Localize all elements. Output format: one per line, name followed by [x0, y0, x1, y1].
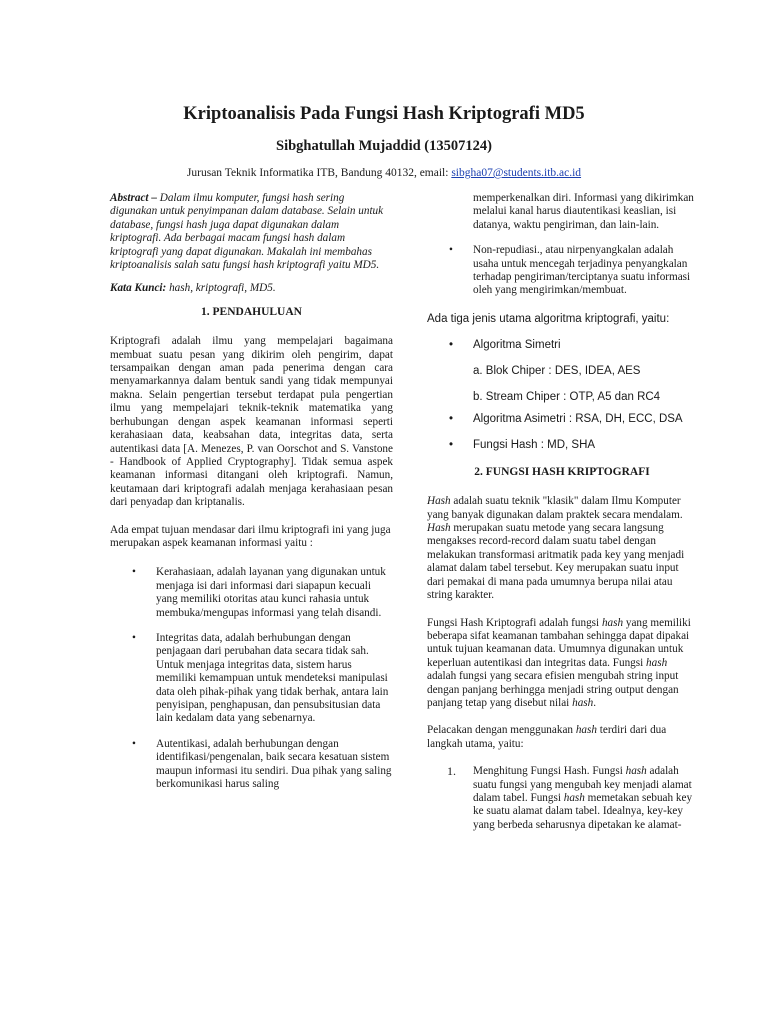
- abstract-text: Dalam ilmu komputer, fungsi hash sering digunakan untuk penyimpanan dalam database. Selain untuk database, fungsi hash juga dapat digunakan dalam kriptografi. Ada berbagai macam fungsi hash dalam kriptografi yang dapat digunakan. Makalah ini membahas kriptoanalisis salah satu fungsi hash kriptografi yaitu MD5.: [110, 192, 384, 272]
- section1-para3: Ada tiga jenis utama algoritma kriptografi, yaitu:: [427, 312, 670, 325]
- keywords-label: Kata Kunci:: [110, 282, 167, 295]
- algo-text: Algoritma Asimetri : RSA, DH, ECC, DSA: [473, 412, 683, 425]
- email-link[interactable]: sibgha07@students.itb.ac.id: [451, 167, 582, 179]
- section2-para1: Hash adalah suatu teknik "klasik" dalam Ilmu Komputer yang banyak digunakan dalam praktek secara mendalam. Hash merupakan suatu metode yang secara langsung mengakses record-record dalam suatu tabel dengan melakukan transformasi aritmatik pada key yang menjadi alamat dalam tabel tersebut. Key merupakan suatu input dari pemakai di mana pada umumnya berupa nilai atau string karakter.: [427, 495, 685, 602]
- section2-heading: 2. FUNGSI HASH KRIPTOGRAFI: [474, 465, 650, 478]
- bullet-icon: •: [132, 737, 136, 750]
- abstract-label: Abstract –: [110, 192, 157, 204]
- list-item: [110, 632, 393, 726]
- bullet-icon: •: [449, 338, 454, 351]
- list-item: [427, 438, 697, 452]
- affiliation: [0, 167, 768, 179]
- numbered-item: 1. Menghitung Fungsi Hash. Fungsi hash adalah suatu fungsi yang mengubah key menjadi alamat dalam tabel. Fungsi hash memetakan sebuah key ke suatu alamat dalam tabel. Idealnya, key-key yang berbeda seharusnya dipetakan ke alamat-: [447, 764, 693, 831]
- author-name: Sibghatullah Mujaddid (13507124): [276, 138, 492, 154]
- paper-title: Kriptoanalisis Pada Fungsi Hash Kriptografi MD5: [183, 104, 585, 124]
- right-column: [427, 192, 697, 832]
- bullet-icon: •: [449, 412, 454, 425]
- bullet-icon: •: [449, 244, 453, 257]
- list-item: [110, 738, 393, 792]
- abstract: [110, 192, 393, 272]
- bullet-text: Integritas data, adalah berhubungan dengan penjagaan dari perubahan data secara tidak sah. Untuk menjaga integritas data, sistem harus memiliki kemampuan untuk mendeteksi manipulasi data oleh pihak-pihak yang tidak berhak, antara lain penyisipan, penghapusan, dan pensubsitusian data lain kedalam data yang sebenarnya.: [156, 631, 389, 725]
- list-item-continued: [427, 192, 697, 232]
- list-item: [427, 338, 697, 352]
- bullet-text: memperkenalkan diri. Informasi yang dikirimkan melalui kanal harus diautentikasi keaslian, isi datanya, waktu pengiriman, dan lain-lain.: [473, 192, 694, 231]
- left-column: [110, 192, 393, 791]
- item-number: 1.: [447, 764, 456, 779]
- keywords: [110, 282, 393, 295]
- section2-para3: Pelacakan dengan menggunakan hash terdiri dari dua langkah utama, yaitu:: [427, 724, 667, 750]
- algo-text: Algoritma Simetri: [473, 338, 561, 351]
- section2-para2: Fungsi Hash Kriptografi adalah fungsi hash yang memiliki beberapa sifat keamanan tambahan sehingga dapat dipakai untuk tujuan keamanan data. Umumnya digunakan untuk keperluan autentikasi dan integritas data. Fungsi hash adalah fungsi yang secara efisien mengubah string input dengan panjang berhingga menjadi string output dengan panjang tetap yang disebut nilai hash.: [427, 616, 691, 709]
- list-item: [110, 566, 393, 620]
- bullet-text: Non-repudiasi., atau nirpenyangkalan adalah usaha untuk mencegah terjadinya penyangkalan terhadap pengiriman/terciptanya suatu informasi oleh yang mengirimkan/membuat.: [473, 244, 691, 297]
- algo-sub-a: a. Blok Chiper : DES, IDEA, AES: [473, 364, 641, 377]
- section1-para2: Ada empat tujuan mendasar dari ilmu kriptografi ini yang juga merupakan aspek keamanan informasi yaitu :: [110, 523, 391, 549]
- section1-para1: Kriptografi adalah ilmu yang mempelajari bagaimana membuat suatu pesan yang dikirim oleh pengirim, dapat tersampaikan dengan aman pada penerima dengan cara menyamarkannya dalam bentuk sandi yang tidak mempunyai makna. Selain pengertian tersebut terdapat pula pengertian ilmu yang mempelajari teknik-teknik matematika yang berhubungan dengan aspek keamanan informasi seperti kerahasiaan data, keabsahan data, integritas data, serta autentikasi data [A. Menezes, P. van Oorschot and S. Vanstone - Handbook of Applied Cryptography]. Tidak semua aspek keamanan informasi ditangani oleh kriptografi. Namun, keutamaan dari kriptografi adalah menjaga kerahasiaan pesan dari penyadap dan kriptanalis.: [110, 335, 393, 509]
- bullet-text: Autentikasi, adalah berhubungan dengan identifikasi/pengenalan, baik secara kesatuan sistem maupun informasi itu sendiri. Dua pihak yang saling berkomunikasi harus saling: [156, 737, 392, 791]
- bullet-icon: •: [132, 631, 136, 644]
- bullet-icon: •: [449, 438, 454, 451]
- algo-text: Fungsi Hash : MD, SHA: [473, 438, 596, 451]
- section1-heading: 1. PENDAHULUAN: [201, 305, 302, 318]
- list-item: [427, 412, 697, 426]
- keywords-text: hash, kriptografi, MD5.: [169, 282, 276, 295]
- bullet-text: Kerahasiaan, adalah layanan yang digunakan untuk menjaga isi dari informasi dari siapapun kecuali yang memiliki otoritas atau kunci rahasia untuk membuka/mengupas informasi yang telah disandi.: [156, 566, 386, 619]
- list-item: [427, 244, 697, 298]
- algo-sub-b: b. Stream Chiper : OTP, A5 dan RC4: [473, 390, 661, 403]
- affiliation-text: Jurusan Teknik Informatika ITB, Bandung 40132, email:: [186, 167, 452, 179]
- bullet-icon: •: [132, 566, 136, 579]
